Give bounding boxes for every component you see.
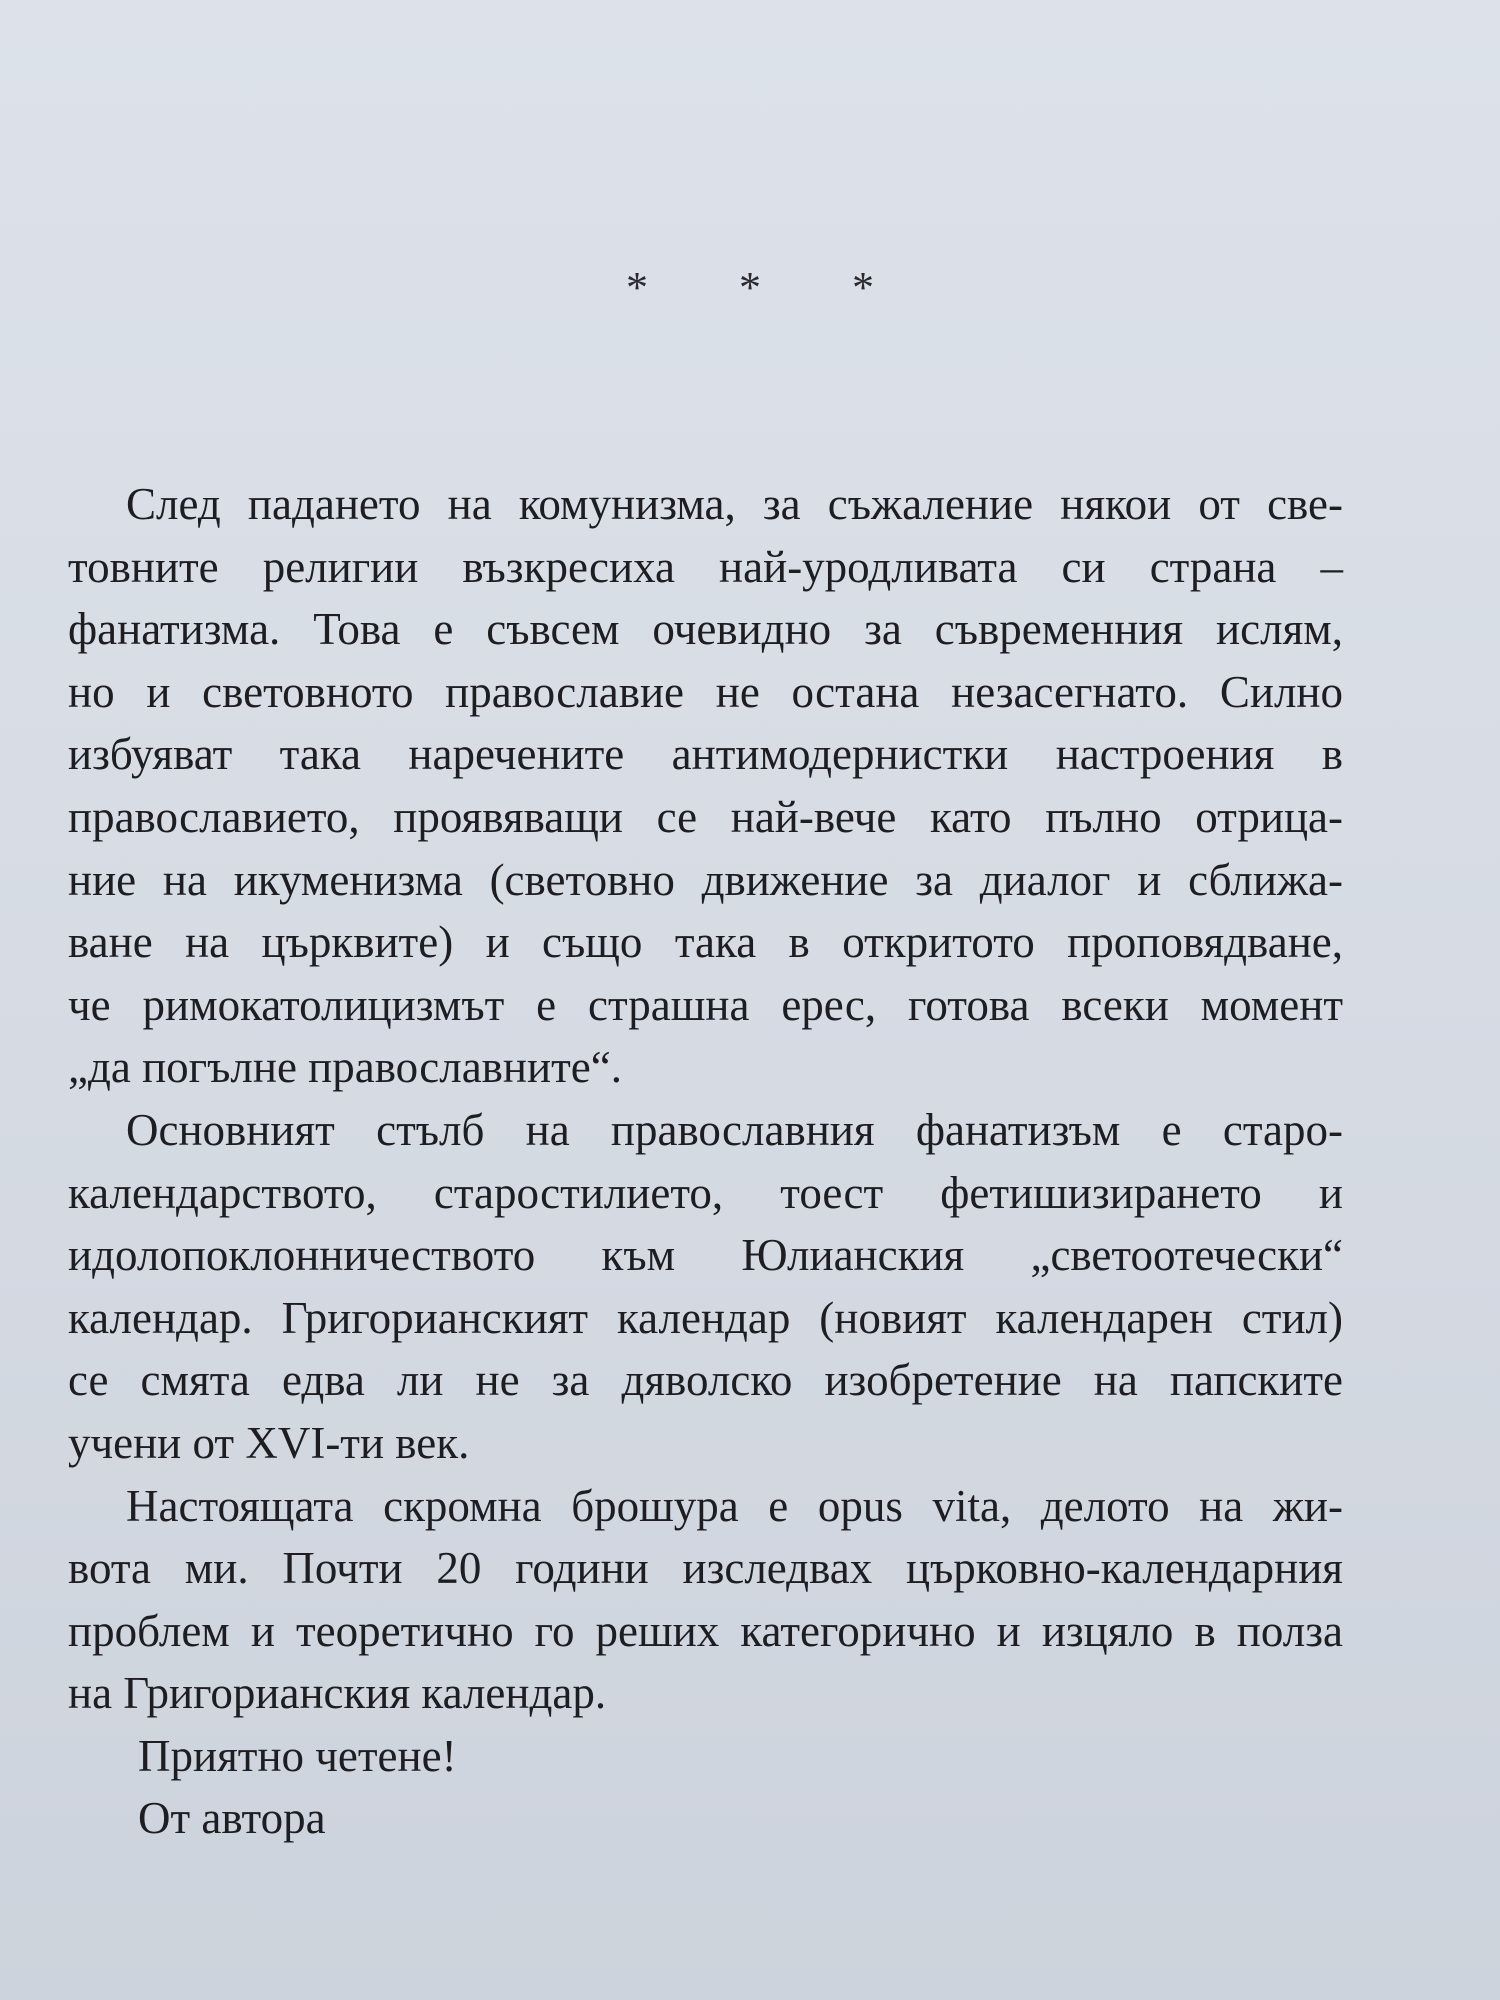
paragraph (68, 473, 1343, 1099)
text-line: се смята едва ли не за дяволско изобретение на папските (68, 1355, 1343, 1406)
author-signature: От автора (138, 1793, 326, 1844)
text-line: учени от XVI-ти век. (68, 1417, 470, 1468)
text-line: вота ми. Почти 20 години изследвах църковно-календарния (68, 1543, 1343, 1594)
text-line: че римокатолицизмът е страшна ерес, готова всеки момент (68, 979, 1343, 1030)
text-line: календарството, старостилието, тоест фетишизирането и (68, 1167, 1343, 1218)
text-line: Настоящата скромна брошура е opus vita, делото на жи- (126, 1480, 1343, 1531)
text-line: идолопоклонничеството към Юлианския „светоотечески“ (68, 1230, 1343, 1281)
text-line: календар. Григорианският календар (новият календарен стил) (68, 1292, 1343, 1343)
text-line: ване на църквите) и също така в откритото проповядване, (68, 917, 1343, 968)
text-line: След падането на комунизма, за съжаление някои от све- (126, 479, 1343, 529)
text-line: товните религии възкресиха най-уродливата си страна – (68, 541, 1343, 592)
text-line: проблем и теоретично го реших категорично и изцяло в полза (68, 1605, 1343, 1656)
text-line: ние на икуменизма (световно движение за диалог и сближа- (68, 854, 1343, 905)
text-line: православието, проявяващи се най-вече като пълно отрица- (68, 791, 1343, 842)
text-line: избуяват така наречените антимодернистки настроения в (68, 729, 1343, 780)
text-line: на Григорианския календар. (68, 1668, 607, 1719)
closing-greeting: Приятно четене! (138, 1730, 457, 1781)
body-text (68, 473, 1343, 1850)
text-line: Основният стълб на православния фанатизъм е старо- (126, 1104, 1343, 1155)
paragraph (68, 1475, 1343, 1725)
section-ornament: * * * (626, 263, 914, 312)
paragraph (68, 1099, 1343, 1475)
text-line: „да погълне православните“. (68, 1042, 622, 1093)
text-line: фанатизма. Това е съвсем очевидно за съвременния ислям, (68, 604, 1343, 655)
text-line: но и световното православие не остана незасегнато. Силно (68, 666, 1343, 717)
